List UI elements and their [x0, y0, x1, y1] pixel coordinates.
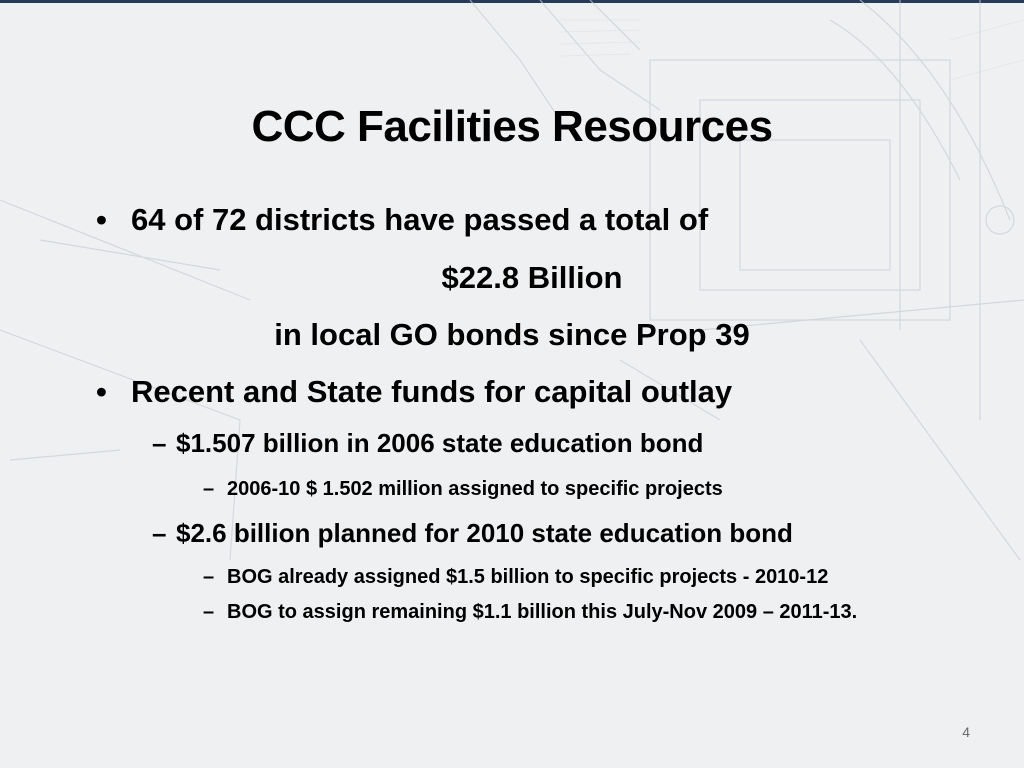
- bullet-go-bonds: in local GO bonds since Prop 39: [274, 317, 750, 352]
- bullet-marker: •: [96, 374, 107, 409]
- dash-marker: –: [203, 601, 215, 623]
- dash-marker: –: [203, 566, 215, 588]
- sub-sub-bullet-bog-remaining: BOG to assign remaining $1.1 billion this July-Nov 2009 – 2011-13.: [227, 601, 858, 623]
- sub-sub-bullet-2006-10: 2006-10 $ 1.502 million assigned to specific projects: [227, 478, 723, 500]
- bullet-total-amount: $22.8 Billion: [441, 260, 623, 295]
- dash-marker: –: [203, 478, 215, 500]
- bullet-recent-state-funds: Recent and State funds for capital outlay: [131, 374, 733, 409]
- sub-bullet-2010-bond: $2.6 billion planned for 2010 state education bond: [176, 518, 793, 548]
- slide-number: 4: [962, 724, 970, 740]
- sub-bullet-2006-bond: $1.507 billion in 2006 state education bond: [176, 428, 704, 458]
- dash-marker: –: [152, 428, 167, 458]
- dash-marker: –: [152, 518, 167, 548]
- bullet-districts-passed: 64 of 72 districts have passed a total of: [131, 202, 709, 237]
- slide-title: CCC Facilities Resources: [251, 102, 773, 151]
- sub-sub-bullet-bog-assigned: BOG already assigned $1.5 billion to specific projects - 2010-12: [227, 566, 829, 588]
- bullet-marker: •: [96, 202, 107, 237]
